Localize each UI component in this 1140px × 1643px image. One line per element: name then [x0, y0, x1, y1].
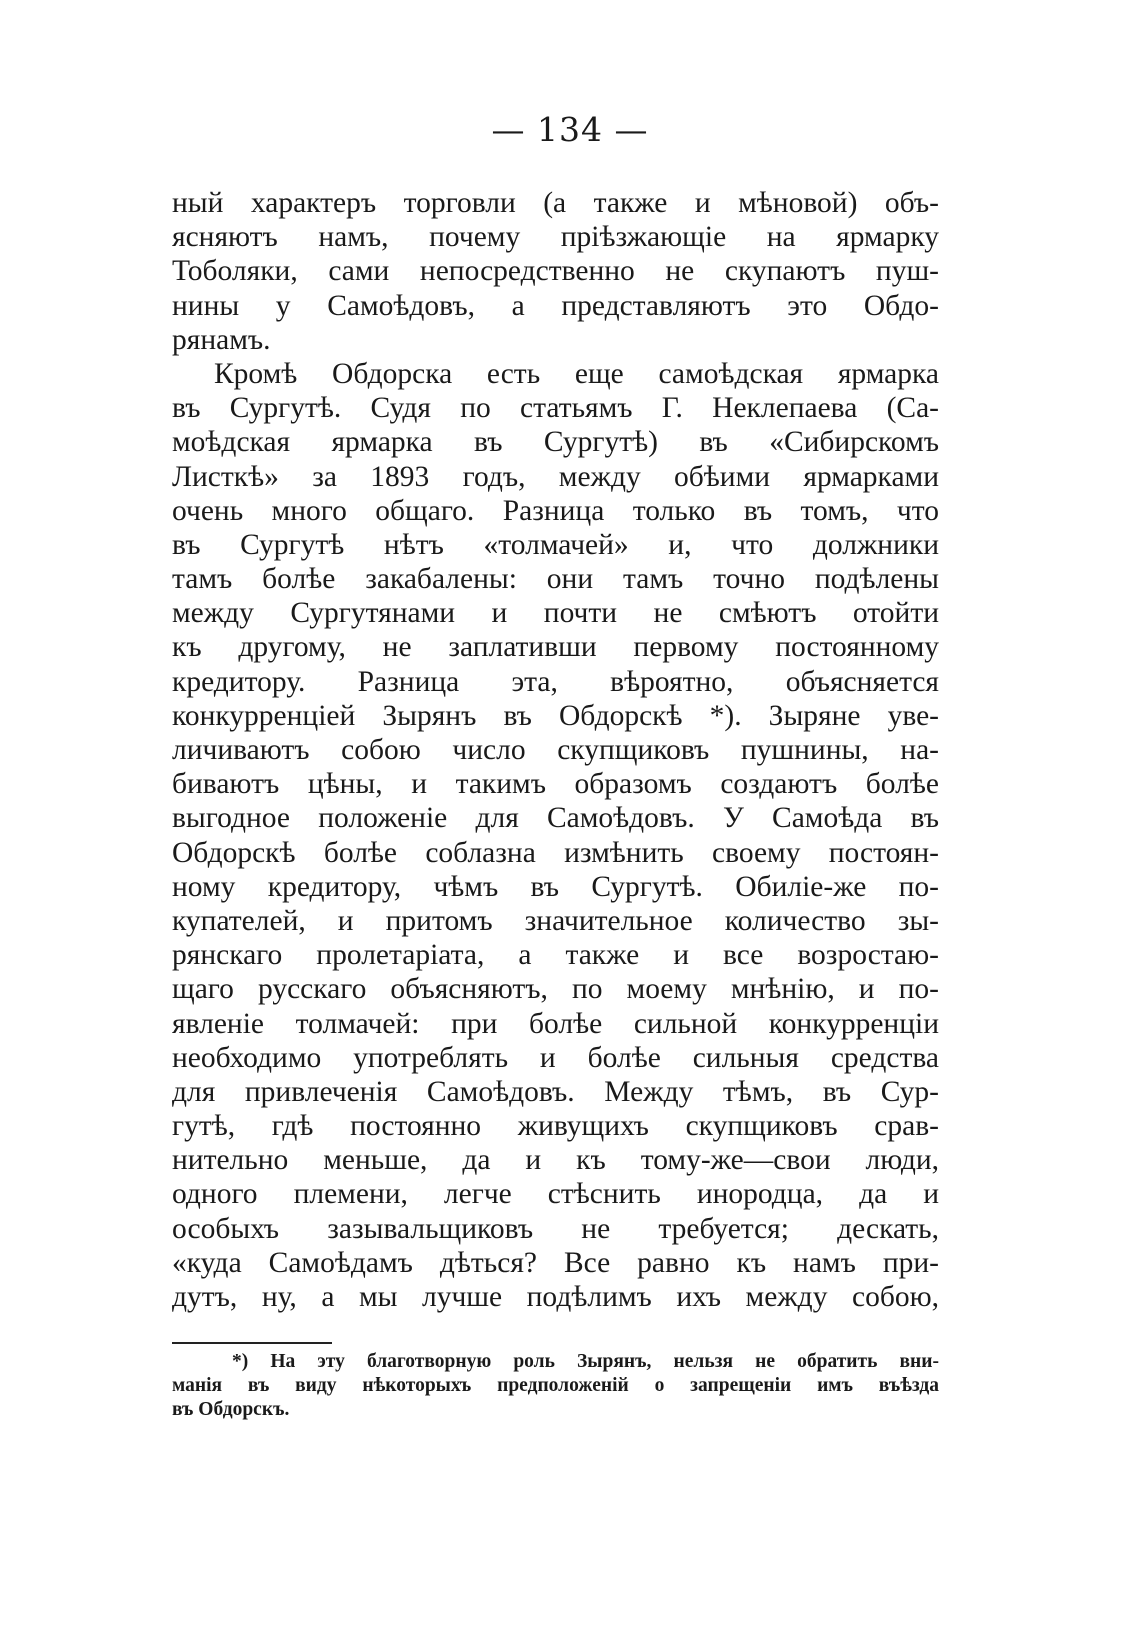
body-line: Тоболяки, сами непосредственно не скупаютъ пуш- — [172, 255, 939, 288]
body-line: Кромѣ Обдорска есть еще самоѣдская ярмарка — [214, 357, 939, 390]
body-text — [172, 186, 939, 1314]
footnote-line: манія въ виду нѣкоторыхъ предположеній о запрещеніи имъ въѣзда — [172, 1375, 939, 1396]
body-line: гутѣ, гдѣ постоянно живущихъ скупщиковъ срав- — [172, 1110, 939, 1143]
footnote-divider — [172, 1342, 332, 1344]
body-line: Обдорскѣ болѣе соблазна измѣнить своему постоян- — [172, 836, 939, 869]
footnote-line: *) На эту благотворную роль Зырянъ, нельзя не обратить вни- — [232, 1351, 939, 1372]
body-line: биваютъ цѣны, и такимъ образомъ создаютъ болѣе — [172, 768, 939, 801]
body-line: для привлеченія Самоѣдовъ. Между тѣмъ, въ Сур- — [172, 1075, 939, 1108]
body-line: въ Сургутѣ нѣтъ «толмачей» и, что должники — [172, 528, 939, 561]
body-line: моѣдская ярмарка въ Сургутѣ) въ «Сибирскомъ — [172, 426, 939, 459]
body-line: рянскаго пролетаріата, а также и все возростаю- — [172, 939, 939, 972]
body-line: тамъ болѣе закабалены: они тамъ точно подѣлены — [172, 563, 939, 596]
page-number: — 134 — — [491, 110, 649, 149]
body-line: «куда Самоѣдамъ дѣться? Все равно къ намъ при- — [172, 1246, 939, 1279]
body-line: необходимо употреблять и болѣе сильныя средства — [172, 1041, 939, 1074]
body-line: щаго русскаго объясняютъ, по моему мнѣнію, и по- — [172, 973, 939, 1006]
body-line: ясняютъ намъ, почему пріѣзжающіе на ярмарку — [172, 221, 939, 254]
body-line: ный характеръ торговли (а также и мѣновой) объ- — [172, 187, 939, 219]
body-line: дутъ, ну, а мы лучше подѣлимъ ихъ между собою, — [172, 1281, 939, 1313]
body-line: купателей, и притомъ значительное количество зы- — [172, 904, 939, 937]
body-line: особыхъ зазывальщиковъ не требуется; дескать, — [172, 1212, 939, 1245]
body-line: ному кредитору, чѣмъ въ Сургутѣ. Обиліе-же по- — [172, 870, 939, 903]
body-line: выгодное положеніе для Самоѣдовъ. У Самоѣда въ — [172, 802, 939, 835]
body-line: кредитору. Разница эта, вѣроятно, объясняется — [172, 665, 939, 698]
body-line: нины у Самоѣдовъ, а представляютъ это Обдо- — [172, 289, 939, 322]
body-line: очень много общаго. Разница только въ томъ, что — [172, 494, 939, 527]
footnote-line: въ Обдорскъ. — [172, 1399, 290, 1420]
body-line: нительно меньше, да и къ тому-же—свои люди, — [172, 1144, 939, 1177]
body-line: конкурренціей Зырянъ въ Обдорскѣ *). Зыряне уве- — [172, 699, 939, 732]
body-line: къ другому, не заплативши первому постоянному — [172, 631, 939, 664]
footnote — [172, 1350, 939, 1422]
body-line: одного племени, легче стѣснить инородца, да и — [172, 1178, 939, 1211]
body-line: Листкѣ» за 1893 годъ, между обѣими ярмарками — [172, 460, 939, 493]
body-line: между Сургутянами и почти не смѣютъ отойти — [172, 597, 939, 630]
body-line: явленіе толмачей: при болѣе сильной конкурренціи — [172, 1007, 939, 1040]
body-line: въ Сургутѣ. Судя по статьямъ Г. Неклепаева (Са- — [172, 392, 939, 425]
body-line: рянамъ. — [172, 323, 271, 356]
body-line: личиваютъ собою число скупщиковъ пушнины, на- — [172, 734, 939, 766]
